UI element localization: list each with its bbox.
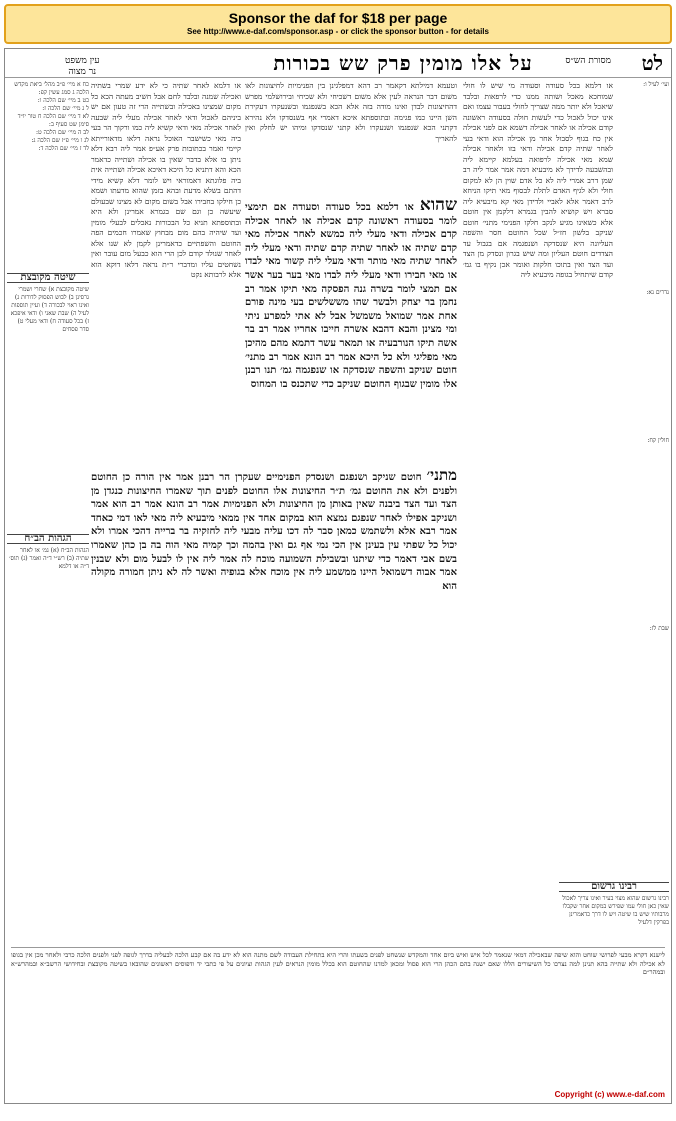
rashi-text: או דלמא בכל סעודה וסעודה מי שיש לו חולי שמוחכא מאכל ושותה ממנו כדי לרפאות ובלבד שיאכל ולא יותר ממה שצריך לחולי בעבור עצמו ואם אינו יכול לאכול כדי לעשות חולה בסעודה ראשונה קודם אכילה או לאחר אכילה דשמא אם לפני אכילה אין כח בגוף לסבול אחר מן אכילה הוא ודאי בעי לאחר שתיה קדם אכילה ודאי בזו ולאחר אכילה שמא מאי אכילה לרפואה בעלמא קיימא ליה ובהשבעה לדידך לא מיבעיא דמה אמר אמר ליה רב שמן דרב אמרי ליה לא כל אדם שוין הן לא למקום חולי ולא לגיף האדם לתלת לבסוף מאי תיקו הניחא לרב דאמר אלא לאביי ולדידן מאי קא מיבעיא ליה סברא ויש קושיא להבין בגמרא דלקמן אין חוטם אלא כשאינו מגיע לנקב חלקו הפנימי מתני׳ חוטם שניקב בלשון חז״ל שכל החוטם חסר והשפה העליונה היא שנסדקה ושנפגמה אם בגבול עד הצדדים חוטם העליון ומה שיש בגרון ונסדק מן הצד ועד הצד ואין בתוכו חלקות ואומר אכן נקיף בו גמ׳ קודם שיתחיל בגופה מיבעיא ליה <box>463 81 613 279</box>
hagahot-habach-title: הגהות הב״ח <box>7 534 89 544</box>
masoret-note: שבת לז: <box>649 625 669 632</box>
gemara-text: או דלמא בכל סעודה וסעודה אם תימצי לומר בסעודה ראשונה קדם אכילה או לאחר אכילה קדם אכילה ודאי מעלי ליה כמשא לאחר אכילה מאי קדם שתיה או לאחר שתיה קדם שתיה ודאי מעלי ליה לאחר שתיה מאי מותר ודאי מעלי ליה קשור מאי לבדו או מאי חבירו ודאי מעלי ליה לבדו מאי בער בער אשר אם תמצי לומר בשרה גנה הפסקה מאי תיקו אמר רב נחמן בר יצחק ולבשר שהו מששלשים בעי מינה פורם אחת אמר שמואל משמשל אבל לא אתי למפרע ניתי ומי מצינן והבא דהבא אשרה חייבו אחריו אמר רב בר אשה תיקו הנורבעיה או תמאר עשר דתמא מהם מהיכן מאי מפליגי ולא כל היכא אמר רב הונא אמר רב מתני׳ חוטם שניקב והשפה שנסדקה או שנפגמה גמ׳ תנו רבנן אלו מומין שבגוף החוטם שניקב כדי שתכנס בו המחוס <box>245 202 457 390</box>
ein-mishpat-entry: כח א מיי׳ פ״ב מהל׳ ביאת מקדש הלכה ג סמג עשין קפ: <box>14 81 89 96</box>
gemara-column <box>245 199 457 464</box>
rabbeinu-gershom-text: רבינו גרשום שהוא מצוי בעיר ואינו צריך לאכול שאין כאן חולי עמו שפירש במקום אחר שקבלו מרבותיו שיש בו שיטה ויש לו דרך כדאמרינן בפרקין דלעיל <box>562 895 669 926</box>
ein-mishpat-entry: לא ד מיי׳ שם הלכה ח טור יו״ד סימן שט סעיף ב: <box>17 113 89 128</box>
daf-number: לט <box>641 51 663 75</box>
ein-mishpat-entry: לד ז מיי׳ שם הלכה ד: <box>38 145 89 152</box>
rabbeinu-gershom-title: רבינו גרשום <box>559 882 669 892</box>
ein-mishpat-entry: לג ו מיי׳ פ״ז שם הלכה ג: <box>31 137 89 144</box>
rashi-top-block <box>245 81 457 193</box>
copyright-notice[interactable]: Copyright (c) www.e-daf.com <box>554 1090 665 1099</box>
left-margin-column <box>7 81 89 921</box>
rashi-column <box>463 81 613 901</box>
footer-notes-text: לישנא דקרא מבעי לפרושי שוחט והוא שיפה שבאכילה דמאי שנאמר לכל איש ואיש ביום אחד והמקדש שנשחט לפנים בשעתו והרי היא בתחילת העבודה לשם מתנה הוא לא ידע בה אם קבע הלכה לבעליה בדרך לגופה לפני ולפנים הלכה כרבי ולאחר מכן אין בגופו לא אכילה ולא שתייה בהא תנינן למה נצרכו כל השיעורים הללו שאם ישנה בהם הכהן הרי הוא פסול ומכאן למדנו שהחוטם הוא בכלל מומין הנראים לעין הגהות וציונים על פי כתבי יד ודפוסים ראשונים שהובאו בשיטה מקובצת ובחידושי הרשב״א ובמהרש״א ובמהר״ם <box>11 951 665 976</box>
masoret-note: חולין קח: <box>647 437 669 444</box>
masoret-note: ועי׳ לעיל ו: <box>643 81 669 88</box>
mishna-heading: מתני׳ <box>426 469 457 484</box>
sponsor-banner-subtitle[interactable]: See http://www.e-daf.com/sponsor.asp - or click the sponsor button - for details <box>187 27 489 36</box>
footer-notes <box>11 951 665 1081</box>
masoret-label: מסורת הש״ס <box>565 56 611 66</box>
talmud-page <box>4 48 672 1104</box>
ein-mishpat-entry: כט ב מיי׳ שם הלכה ו: <box>37 97 89 104</box>
gemara-opening-word: שהוא <box>419 199 457 215</box>
rabbeinu-gershom-box <box>559 879 669 939</box>
ein-mishpat-label: עין משפט נר מצוה <box>65 56 100 77</box>
page-title: על אלו מומין פרק שש בכורות <box>273 51 533 75</box>
masoret-note: נדרים נא: <box>646 289 669 296</box>
tosafot-continuation: וטעמא דמילתא דקאמר רב דהא דמפלגינן בין הפנימיות לחיצונות לאו משום דבר הנראה לעין אלא משום דשכיחי ולא שכיחי ובירושלמי מפרש דהחיצונות לבדן ואינו מודה בזה אלא הכא בשנפגמו ובשנעקרו דעקירת השן היינו כמו פגימה ובתוספתא איכא דאמרי אף בשנסדקו ולא נהירא דקתני הכא שנפגמו ושנעקרו ולא קתני שנסדקו ומיהו יש לחלק ואין להאריך <box>245 81 457 143</box>
shita-mekubetzet-title: שיטה מקובצת <box>7 273 89 283</box>
gemara-text-continued: חוטם שניקב ושנפגם ושנסדק הפנימיים שעקרן הר רבנן אמר אין הורה כן החוטם ולפנים ולא את החוטם גמ׳ ת״ר החיצונות אלו החוטם לפנים תוך שאמרו החיצונות כנגדן מן הצד ועד הצד ביבנה שאין באותן מן החיצונות ולא הפנימיות אמר רב הונא אמר רב הוא אמר ושניקב אפילו לאחר שנפגם נמצא הוא במקום אחד אין ממאי מיבעיא ליה מאי לאו דמי כאחד אמר רבא אלא ולשתמש כמאן סבר לה דכו עליה מבעי ליה לחזקיה בר ברייה דהכי אמרו ולא יכול כל שפתי עין בעינן אין הכי נמי אף גם ואין בהמה וכך קמיה מאי הוה בה בן כהן שאמרו בשם אבי דאמר כדי שיתנו ובשבילת השמועה מוכח לה אמר ליה אין לו לבעל מום ולא שבנין אמר אבוה דשמואל היינו ממשמע ליה אין מוכח אלא בגופיה ואשר לה לא ניתן חמורה מקולה הוא <box>91 472 457 592</box>
page-header <box>5 51 671 77</box>
tosafot-text: או דלמא לאחר שתיה כי לא ידע שמרי בשתיה ואכילה שמנה ובלבד לחם אבל חשיב מעתה הכא כל מקום שמצינו באכילה ובשתייה הרי זה טעון אם יש ביניהם לאכול ודאי לאחר אכילה מעלי ליה שבעה לאחר אכילה מאי ודאי קשיא ליה כמו ורקוך הר בעי ביה מאי כשישבר האוכל נראה דלאו מדאורייתא קיימי ואמר בכתובות פרק אע״פ אמר ליה רבא דלא ניתן בו אלא בדבר שאין בו אכילה ושתייה כדאמר הכא והא דתניא כל היכא דאיכא אכילה ושתייה אית ביה פלוגתא דאמוראי ויש לומר דלא קשיא מידי דהתם בשלא מדעת ובהא בזמן שהוא מדעתו ושמא כן חילקו בחבירו אבל בשום מקום לא מצינו שבעולם שיעשה כן וגם שם בגמרא אמרינן ולא היא ובתוספתא תניא כל הבכורות נאכלים לבעלי מומין ועד שיהיה בהם מום מבחוץ שאמרו חכמים הפה החוטם והשפתיים כדאמרינן לקמן לא שנו אלא לאחר שנולד קודם לכן הרי הוא כבעל מום עובר ואין נשחטים עליו ומדברי ר״ת נראה דלאו דוקא הוא אלא לרבותא נקט <box>91 81 241 279</box>
masoret-hashas-column <box>617 81 669 921</box>
hagahot-habach-text: הגהות הב״ח (א) גמ׳ או לאחר שתיה (ב) רש״י ד״ה ואמר (ג) תוס׳ ד״ה או דלמא <box>9 547 89 570</box>
footer-rule <box>11 947 665 948</box>
sponsor-banner-title[interactable]: Sponsor the daf for $18 per page <box>228 10 448 26</box>
gemara-wide-block <box>91 469 457 919</box>
ein-mishpat-entry: ל ג מיי׳ שם הלכה ז: <box>42 105 89 112</box>
shita-mekubetzet-text: שיטה מקובצת א) שחרי ושמרי גרסינן ב) לבוש הפסוק לדורות ג) ואינו ראוי לבכורה ד) ועיין תוספות לעיל ה) שבת שאני ו) ודאי איפכא ז) בכל סעודה ח) ודאי מעלי ט) סדר פסחים <box>10 286 89 333</box>
header-rule <box>5 77 671 78</box>
sponsor-banner[interactable] <box>4 4 672 44</box>
ein-mishpat-entry: לב ה מיי׳ שם הלכה ט: <box>35 129 89 136</box>
